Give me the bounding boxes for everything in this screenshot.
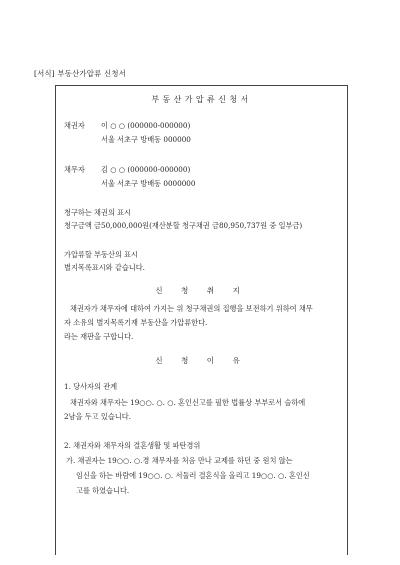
reason-2a-line-1: 가. 채권자는 19○○. ○.경 채무자를 처음 만나 교제를 하던 중 원치 않는 [66, 456, 293, 465]
debtor-name: 김 ○ ○ (000000-000000) [101, 165, 191, 174]
purpose-heading: 신 청 취 지 [155, 286, 248, 295]
document-title: 부동산가압류신청서 [151, 95, 252, 104]
property-detail: 별지목록표시와 같습니다. [64, 263, 145, 272]
reason-2-title: 2. 채권자와 채무자의 결혼생활 및 파탄경위 [64, 441, 201, 450]
creditor-address: 서울 서초구 방배동 000000 [101, 135, 191, 144]
creditor-name: 이 ○ ○ (000000-000000) [101, 121, 191, 130]
application-frame [55, 85, 348, 555]
claim-heading: 청구하는 채권의 표시 [64, 208, 132, 217]
debtor-address: 서울 서초구 방배동 0000000 [101, 179, 196, 188]
debtor-label: 채무자 [64, 165, 85, 174]
reason-2a-line-2: 임신을 하는 바람에 19○○. ○. 서둘러 결혼식을 올리고 19○○. ○. 혼인신 [76, 471, 310, 480]
reasons-heading: 신 청 이 유 [155, 356, 248, 365]
purpose-line-1: 채권자가 채무자에 대하여 가지는 위 청구채권의 집행을 보전하기 위하여 채무 [70, 304, 313, 313]
purpose-line-2: 자 소유의 별지목록기재 부동산을 가압류한다. [64, 318, 208, 327]
reason-1-line-1: 채권자와 채무자는 19○○. ○. ○. 혼인신고를 필한 법률상 부부로서 슬하에 [70, 398, 306, 407]
purpose-line-3: 라는 재판을 구합니다. [64, 332, 134, 341]
creditor-label: 채권자 [64, 121, 85, 130]
reason-1-title: 1. 당사자의 관계 [64, 382, 118, 391]
claim-detail: 청구금액 금50,000,000원(재산분할 청구채권 금80,950,737원 중 일부금) [64, 221, 303, 230]
reason-1-line-2: 2남을 두고 있습니다. [64, 412, 131, 421]
form-header-label: [서식] 부동산가압류 신청서 [34, 69, 126, 78]
reason-2a-line-3: 고를 하였습니다. [76, 486, 130, 495]
property-heading: 가압류할 부동산의 표시 [64, 250, 139, 259]
